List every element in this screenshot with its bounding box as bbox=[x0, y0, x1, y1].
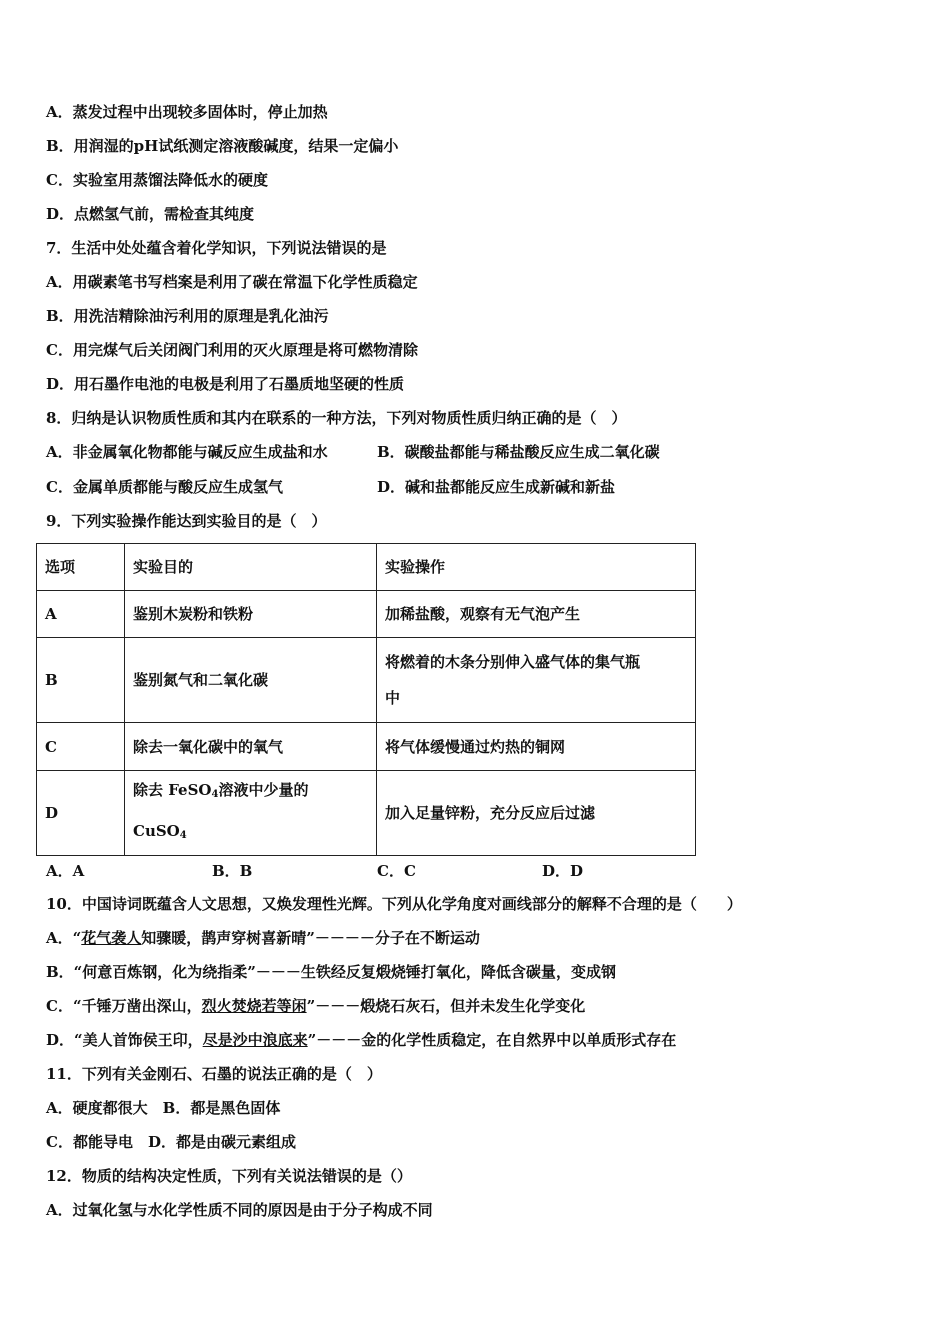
row-option: B bbox=[37, 638, 125, 723]
q8-stem: 8．归纳是认识物质性质和其内在联系的一种方法，下列对物质性质归纳正确的是（ ） bbox=[46, 409, 627, 427]
q7-option-d: D．用石墨作电池的电极是利用了石墨质地坚硬的性质 bbox=[46, 375, 405, 393]
q7-stem: 7．生活中处处蕴含着化学知识，下列说法错误的是 bbox=[46, 239, 387, 257]
q10-c-pre: C．“千锤万凿出深山， bbox=[46, 997, 202, 1015]
q9-stem: 9．下列实验操作能达到实验目的是（ ） bbox=[46, 512, 327, 530]
q6-option-b: B．用润湿的pH试纸测定溶液酸碱度，结果一定偏小 bbox=[46, 137, 399, 155]
row-option: D bbox=[37, 771, 125, 856]
q10-stem: 10．中国诗词既蕴含人文思想，又焕发理性光辉。下列从化学角度对画线部分的解释不合理的是（ ） bbox=[46, 895, 742, 913]
row-operation-line1: 将燃着的木条分别伸入盛气体的集气瓶 bbox=[385, 653, 641, 671]
q8-options-row2 bbox=[46, 477, 906, 497]
q10-option-c bbox=[46, 996, 585, 1016]
row-goal bbox=[125, 771, 377, 856]
row-operation: 加入足量锌粉，充分反应后过滤 bbox=[377, 771, 696, 856]
q10-a-underlined: 花气袭人 bbox=[81, 929, 142, 947]
q8-option-b: B．碳酸盐都能与稀盐酸反应生成二氧化碳 bbox=[377, 443, 660, 461]
q8-option-a: A．非金属氧化物都能与碱反应生成盐和水 bbox=[46, 443, 328, 461]
row-operation: 加稀盐酸，观察有无气泡产生 bbox=[377, 591, 696, 638]
row-goal: 鉴别氮气和二氧化碳 bbox=[125, 638, 377, 723]
row-operation: 将气体缓慢通过灼热的铜网 bbox=[377, 723, 696, 771]
table-row bbox=[37, 638, 696, 723]
q6-option-c: C．实验室用蒸馏法降低水的硬度 bbox=[46, 171, 268, 189]
table-header-row bbox=[37, 544, 696, 591]
row-goal: 鉴别木炭粉和铁粉 bbox=[125, 591, 377, 638]
q10-c-post: ”－－－煅烧石灰石，但并未发生化学变化 bbox=[306, 997, 586, 1015]
q10-c-underlined: 烈火焚烧若等闲 bbox=[201, 997, 307, 1015]
q11-options-row1: A．硬度都很大 B．都是黑色固体 bbox=[46, 1099, 281, 1117]
q12-option-a: A．过氧化氢与水化学性质不同的原因是由于分子构成不同 bbox=[46, 1201, 433, 1219]
q9-answer-c: C．C bbox=[377, 862, 416, 880]
q9-answer-a: A．A bbox=[46, 862, 85, 880]
row-goal-line1 bbox=[133, 772, 368, 813]
goal-formula: CuSO bbox=[133, 822, 180, 840]
q9-answer-d: D．D bbox=[542, 862, 584, 880]
q7-option-c: C．用完煤气后关闭阀门利用的灭火原理是将可燃物清除 bbox=[46, 341, 418, 359]
table-row bbox=[37, 723, 696, 771]
header-goal: 实验目的 bbox=[125, 544, 377, 591]
q10-a-post: 知骤暖，鹊声穿树喜新晴”－－－－分子在不断运动 bbox=[141, 929, 480, 947]
row-option: C bbox=[37, 723, 125, 771]
row-operation-line2: 中 bbox=[385, 689, 401, 707]
row-goal: 除去一氧化碳中的氧气 bbox=[125, 723, 377, 771]
header-option: 选项 bbox=[37, 544, 125, 591]
q10-d-pre: D．“美人首饰侯王印， bbox=[46, 1031, 203, 1049]
q10-option-d bbox=[46, 1030, 676, 1050]
q8-option-d: D．碱和盐都能反应生成新碱和新盐 bbox=[377, 478, 616, 496]
q8-option-c: C．金属单质都能与酸反应生成氢气 bbox=[46, 478, 283, 496]
q10-d-underlined: 尽是沙中浪底来 bbox=[202, 1031, 308, 1049]
goal-text-pre: 除去 FeSO bbox=[133, 781, 212, 799]
q10-option-a bbox=[46, 928, 480, 948]
table-row bbox=[37, 591, 696, 638]
q12-stem: 12．物质的结构决定性质，下列有关说法错误的是（） bbox=[46, 1167, 412, 1185]
goal-formula-subscript: 4 bbox=[179, 830, 187, 841]
q11-options-row2: C．都能导电 D．都是由碳元素组成 bbox=[46, 1133, 296, 1151]
q6-option-d: D．点燃氢气前，需检查其纯度 bbox=[46, 205, 255, 223]
q10-option-b: B．“何意百炼钢，化为绕指柔”－－－生铁经反复煅烧锤打氧化，降低含碳量，变成钢 bbox=[46, 963, 616, 981]
goal-text-post: 溶液中少量的 bbox=[218, 781, 309, 799]
q10-d-post: ”－－－金的化学性质稳定，在自然界中以单质形式存在 bbox=[307, 1031, 677, 1049]
q11-stem: 11．下列有关金刚石、石墨的说法正确的是（ ） bbox=[46, 1065, 382, 1083]
q6-option-a: A．蒸发过程中出现较多固体时，停止加热 bbox=[46, 103, 328, 121]
q7-option-a: A．用碳素笔书写档案是利用了碳在常温下化学性质稳定 bbox=[46, 273, 418, 291]
header-operation: 实验操作 bbox=[377, 544, 696, 591]
row-goal-line2 bbox=[133, 813, 368, 854]
q7-option-b: B．用洗洁精除油污利用的原理是乳化油污 bbox=[46, 307, 329, 325]
row-operation bbox=[377, 638, 696, 723]
goal-subscript: 4 bbox=[211, 789, 219, 800]
q10-a-pre: A．“ bbox=[46, 929, 82, 947]
row-option: A bbox=[37, 591, 125, 638]
q8-options-row1 bbox=[46, 442, 906, 462]
table-row bbox=[37, 771, 696, 856]
q9-experiment-table bbox=[36, 543, 696, 856]
q9-answer-b: B．B bbox=[212, 862, 253, 880]
